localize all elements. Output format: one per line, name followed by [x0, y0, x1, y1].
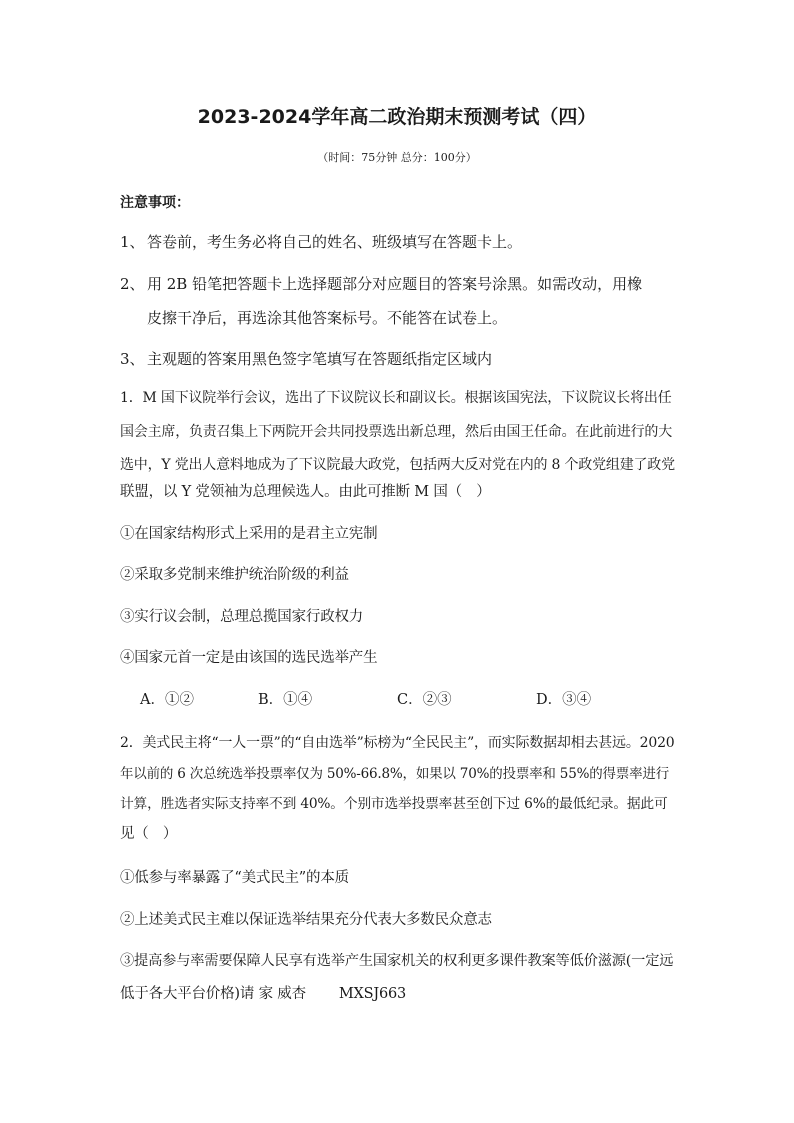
notice-item-2-text-cont: 皮擦干净后，再选涂其他答案标号。不能答在试卷上。 [147, 309, 508, 327]
question-2-statement-2: ②上述美式民主难以保证选举结果充分代表大多数民众意志 [120, 912, 492, 928]
question-2-statement-3-cont: 低于各大平台价格)请 家 威杏 MXSJ663 [120, 986, 407, 1002]
question-1-line-4: 联盟，以 Y 党领袖为总理候选人。由此可推断 M 国（ ） [120, 484, 491, 500]
question-2-statement-3: ③提高参与率需要保障人民享有选举产生国家机关的权利更多课件教案等低价滋源(一定远 [120, 953, 674, 969]
question-2-statement-1: ①低参与率暴露了“美式民主”的本质 [120, 870, 349, 886]
page-title: 2023-2024学年高二政治期末预测考试（四） [197, 106, 597, 128]
notice-item-3-number: 3、 [120, 350, 145, 368]
notice-item-2-text: 用 2B 铅笔把答题卡上选择题部分对应题目的答案号涂黑。如需改动，用橡 [147, 275, 643, 293]
exam-time-score: （时间：75分钟 总分：100分） [317, 151, 477, 164]
question-1-line-3: 选中，Y 党出人意料地成为了下议院最大政党，包括两大反对党在内的 8 个政党组建了政党 [120, 457, 675, 473]
question-1-statement-3: ③实行议会制，总理总揽国家行政权力 [120, 609, 364, 625]
question-1-line-1: 1．M 国下议院举行会议，选出了下议院议长和副议长。根据该国宪法，下议院议长将出任 [120, 390, 672, 406]
question-1-choice-c: C．②③ [397, 692, 452, 708]
question-1-statement-2: ②采取多党制来维护统治阶级的利益 [120, 567, 349, 583]
question-1-line-2: 国会主席，负责召集上下两院开会共同投票选出新总理，然后由国王任命。在此前进行的大 [120, 424, 672, 440]
question-1-choice-d: D．③④ [536, 692, 592, 708]
question-1-choice-b: B．①④ [258, 692, 313, 708]
question-1-statement-4: ④国家元首一定是由该国的选民选举产生 [120, 650, 378, 666]
notice-item-3-text: 主观题的答案用黑色签字笔填写在答题纸指定区域内 [147, 350, 493, 368]
question-1-choice-a: A．①② [140, 692, 194, 708]
notice-item-1-number: 1、 [120, 233, 145, 251]
notice-item-2-number: 2、 [120, 275, 145, 293]
question-1-statement-1: ①在国家结构形式上采用的是君主立宪制 [120, 526, 378, 542]
question-2-line-3: 计算，胜选者实际支持率不到 40%。个别市选举投票率甚至创下过 6%的最低纪录。据此可 [120, 796, 668, 812]
question-2-line-4: 见（ ） [120, 826, 178, 842]
notice-heading: 注意事项： [120, 195, 190, 211]
notice-item-1-text: 答卷前，考生务必将自己的姓名、班级填写在答题卡上。 [147, 233, 523, 251]
question-2-line-1: 2．美式民主将“一人一票”的“自由选举”标榜为“全民民主”，而实际数据却相去甚远。2020 [120, 735, 675, 751]
question-2-line-2: 年以前的 6 次总统选举投票率仅为 50%-66.8%，如果以 70%的投票率和 55%的得票率进行 [120, 766, 670, 782]
